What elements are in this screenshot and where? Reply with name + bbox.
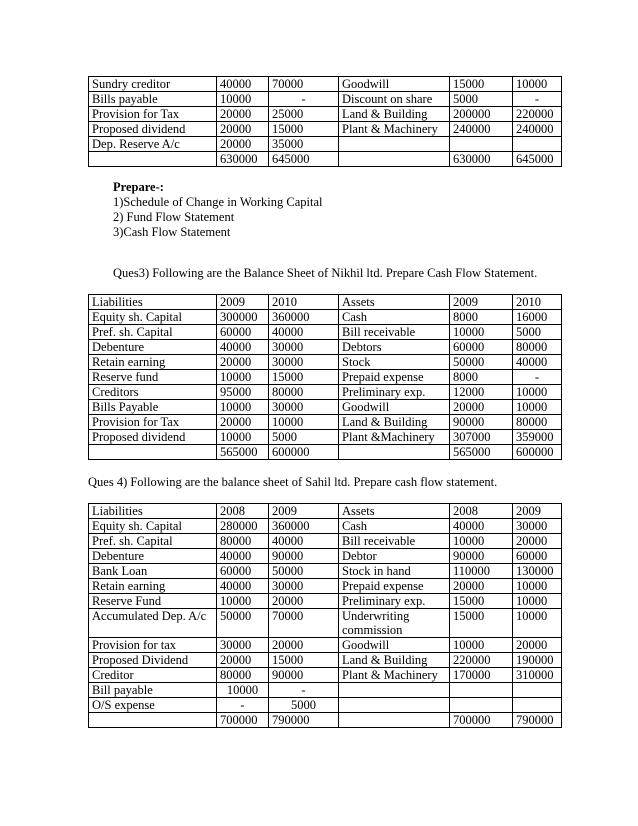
table-cell: Reserve fund	[89, 370, 217, 385]
table-cell	[89, 445, 217, 460]
table-cell: 70000	[269, 609, 339, 638]
table-cell: 30000	[269, 340, 339, 355]
table-cell: Proposed dividend	[89, 122, 217, 137]
table-cell: 2009	[450, 295, 513, 310]
table-cell	[89, 152, 217, 167]
table-row	[89, 137, 562, 152]
table-row	[89, 355, 562, 370]
table-cell: 40000	[513, 355, 562, 370]
table-cell: 565000	[217, 445, 269, 460]
table-cell: Prepaid expense	[339, 370, 450, 385]
table-cell: 30000	[269, 400, 339, 415]
table-cell: 790000	[269, 713, 339, 728]
table-cell: 10000	[513, 77, 562, 92]
table-cell: Plant & Machinery	[339, 668, 450, 683]
prepare-item-3: 3)Cash Flow Statement	[113, 225, 231, 239]
table-cell: 12000	[450, 385, 513, 400]
table-cell: 50000	[217, 609, 269, 638]
table-cell: Retain earning	[89, 579, 217, 594]
table-cell: Bill receivable	[339, 534, 450, 549]
balance-sheet-table-1	[88, 76, 562, 167]
table-cell: 170000	[450, 668, 513, 683]
table-row	[89, 310, 562, 325]
table-cell: 10000	[217, 430, 269, 445]
table-cell: Proposed Dividend	[89, 653, 217, 668]
table-cell: 15000	[269, 370, 339, 385]
table-cell: Stock	[339, 355, 450, 370]
table-cell: 15000	[269, 653, 339, 668]
table-cell: 359000	[513, 430, 562, 445]
table-cell: 600000	[513, 445, 562, 460]
table-cell: 10000	[513, 594, 562, 609]
ques4-text: Ques 4) Following are the balance sheet of Sahil ltd. Prepare cash flow statement.	[88, 475, 498, 489]
table-cell: 30000	[269, 579, 339, 594]
table-cell: 40000	[269, 534, 339, 549]
table-cell: 5000	[269, 698, 339, 713]
table-cell: 130000	[513, 564, 562, 579]
table-cell: 20000	[217, 107, 269, 122]
table-cell: 10000	[513, 385, 562, 400]
table-cell	[339, 445, 450, 460]
table-cell: 10000	[513, 400, 562, 415]
table-cell	[450, 137, 513, 152]
table-row	[89, 340, 562, 355]
table-cell: 30000	[513, 519, 562, 534]
table-cell: 20000	[513, 638, 562, 653]
table-cell: 645000	[269, 152, 339, 167]
table-cell: 90000	[269, 668, 339, 683]
table-cell: 20000	[217, 122, 269, 137]
table-cell: Preliminary exp.	[339, 385, 450, 400]
table-row	[89, 152, 562, 167]
table-cell: 2009	[513, 504, 562, 519]
table-cell: 2010	[269, 295, 339, 310]
table-cell: Debtor	[339, 549, 450, 564]
table-cell: -	[513, 370, 562, 385]
table-row	[89, 122, 562, 137]
table-cell: Bills payable	[89, 92, 217, 107]
table-cell	[513, 683, 562, 698]
table-cell: 310000	[513, 668, 562, 683]
table-cell: 60000	[513, 549, 562, 564]
table-row	[89, 594, 562, 609]
table-row	[89, 325, 562, 340]
table-cell	[450, 683, 513, 698]
table-cell: Bill receivable	[339, 325, 450, 340]
table-cell: -	[269, 92, 339, 107]
table-cell: 5000	[450, 92, 513, 107]
table-cell: 40000	[217, 77, 269, 92]
table-row	[89, 504, 562, 519]
table-cell: 35000	[269, 137, 339, 152]
table-cell: 630000	[217, 152, 269, 167]
table-cell: 80000	[513, 415, 562, 430]
table-cell: 10000	[513, 579, 562, 594]
table-cell: 5000	[513, 325, 562, 340]
table-cell: 10000	[450, 534, 513, 549]
table-cell: Land & Building	[339, 415, 450, 430]
table-cell: 80000	[217, 534, 269, 549]
table-cell: Cash	[339, 310, 450, 325]
table-cell: 90000	[269, 549, 339, 564]
table-cell: 60000	[450, 340, 513, 355]
table-cell: 80000	[269, 385, 339, 400]
table-cell: 20000	[269, 594, 339, 609]
table-cell: 20000	[217, 415, 269, 430]
table-cell: Creditors	[89, 385, 217, 400]
table-row	[89, 683, 562, 698]
table-cell: Plant & Machinery	[339, 122, 450, 137]
table-cell: 15000	[450, 77, 513, 92]
table-row	[89, 609, 562, 638]
table-row	[89, 107, 562, 122]
table-cell: 90000	[450, 549, 513, 564]
table-cell: 700000	[450, 713, 513, 728]
table-cell: 20000	[217, 653, 269, 668]
table-cell: Liabilities	[89, 504, 217, 519]
table-cell: 630000	[450, 152, 513, 167]
table-cell: Debenture	[89, 549, 217, 564]
table-cell: Pref. sh. Capital	[89, 325, 217, 340]
table-cell: Goodwill	[339, 638, 450, 653]
table-cell: 20000	[217, 355, 269, 370]
table-cell: -	[217, 698, 269, 713]
table-cell: -	[513, 92, 562, 107]
table-cell: 2008	[450, 504, 513, 519]
table-row	[89, 653, 562, 668]
table-cell: 10000	[217, 370, 269, 385]
table-row	[89, 295, 562, 310]
table-cell: Cash	[339, 519, 450, 534]
table-cell: 110000	[450, 564, 513, 579]
table-row	[89, 445, 562, 460]
table-cell: 20000	[513, 534, 562, 549]
table-row	[89, 77, 562, 92]
table-cell: 10000	[513, 609, 562, 638]
table-row	[89, 92, 562, 107]
table-cell: 2008	[217, 504, 269, 519]
table-cell: 10000	[217, 92, 269, 107]
table-cell: Bill payable	[89, 683, 217, 698]
table-cell: 40000	[217, 340, 269, 355]
table-cell: 565000	[450, 445, 513, 460]
table-cell	[513, 698, 562, 713]
table-cell	[339, 683, 450, 698]
table-cell: Bank Loan	[89, 564, 217, 579]
table-cell: 70000	[269, 77, 339, 92]
table-cell: 40000	[217, 549, 269, 564]
table-cell: Land & Building	[339, 653, 450, 668]
table-cell: Goodwill	[339, 77, 450, 92]
table-cell: 20000	[269, 638, 339, 653]
table-cell: 10000	[450, 325, 513, 340]
table-cell: 360000	[269, 519, 339, 534]
table-cell: Provision for tax	[89, 638, 217, 653]
table-cell: Plant &Machinery	[339, 430, 450, 445]
table-cell: Provision for Tax	[89, 107, 217, 122]
table-cell: 90000	[450, 415, 513, 430]
table-cell: Creditor	[89, 668, 217, 683]
table-cell: 20000	[450, 579, 513, 594]
prepare-heading: Prepare-:	[113, 180, 164, 194]
table-cell: 8000	[450, 310, 513, 325]
table-cell: 50000	[450, 355, 513, 370]
table-cell: 240000	[513, 122, 562, 137]
table-cell: 2009	[269, 504, 339, 519]
table-cell: Pref. sh. Capital	[89, 534, 217, 549]
table-row	[89, 400, 562, 415]
table-cell: 600000	[269, 445, 339, 460]
table-row	[89, 713, 562, 728]
table-cell: 16000	[513, 310, 562, 325]
table-cell: 50000	[269, 564, 339, 579]
table-cell: 10000	[217, 400, 269, 415]
table-cell: Equity sh. Capital	[89, 519, 217, 534]
table-cell: 10000	[269, 415, 339, 430]
table-row	[89, 370, 562, 385]
table-cell: Goodwill	[339, 400, 450, 415]
table-cell: Liabilities	[89, 295, 217, 310]
table-row	[89, 519, 562, 534]
table-cell: Debenture	[89, 340, 217, 355]
table-cell: 5000	[269, 430, 339, 445]
table-cell	[513, 137, 562, 152]
table-cell: Discount on share	[339, 92, 450, 107]
table-row	[89, 430, 562, 445]
table-cell: 220000	[513, 107, 562, 122]
table-cell: Dep. Reserve A/c	[89, 137, 217, 152]
table-cell: 40000	[217, 579, 269, 594]
table-cell: Prepaid expense	[339, 579, 450, 594]
table-cell: 95000	[217, 385, 269, 400]
table-cell: 200000	[450, 107, 513, 122]
table-row	[89, 638, 562, 653]
table-cell: 10000	[217, 683, 269, 698]
ques3-text: Ques3) Following are the Balance Sheet of Nikhil ltd. Prepare Cash Flow Statement.	[113, 266, 538, 280]
table-row	[89, 415, 562, 430]
table-cell: Debtors	[339, 340, 450, 355]
prepare-item-2: 2) Fund Flow Statement	[113, 210, 235, 224]
prepare-item-1: 1)Schedule of Change in Working Capital	[113, 195, 323, 209]
table-row	[89, 549, 562, 564]
table-cell: Sundry creditor	[89, 77, 217, 92]
table-cell	[339, 152, 450, 167]
table-cell: Assets	[339, 295, 450, 310]
table-cell: 60000	[217, 325, 269, 340]
table-cell: 60000	[217, 564, 269, 579]
table-cell: 25000	[269, 107, 339, 122]
table-cell: 80000	[513, 340, 562, 355]
table-cell: 300000	[217, 310, 269, 325]
table-cell: 220000	[450, 653, 513, 668]
table-row	[89, 564, 562, 579]
table-cell: 645000	[513, 152, 562, 167]
table-cell: 15000	[450, 594, 513, 609]
table-cell: 30000	[217, 638, 269, 653]
table-cell: 20000	[217, 137, 269, 152]
table-cell: 40000	[450, 519, 513, 534]
table-cell: 307000	[450, 430, 513, 445]
table-cell: 700000	[217, 713, 269, 728]
table-cell: Accumulated Dep. A/c	[89, 609, 217, 638]
table-row	[89, 698, 562, 713]
table-cell: 280000	[217, 519, 269, 534]
table-cell: 790000	[513, 713, 562, 728]
table-row	[89, 579, 562, 594]
table-cell	[339, 698, 450, 713]
table-cell: Retain earning	[89, 355, 217, 370]
table-cell	[339, 137, 450, 152]
table-cell: 190000	[513, 653, 562, 668]
table-cell: Provision for Tax	[89, 415, 217, 430]
table-cell: Assets	[339, 504, 450, 519]
table-cell: Preliminary exp.	[339, 594, 450, 609]
table-cell: Land & Building	[339, 107, 450, 122]
table-cell: 15000	[450, 609, 513, 638]
table-cell: Equity sh. Capital	[89, 310, 217, 325]
table-cell: Reserve Fund	[89, 594, 217, 609]
table-cell: 40000	[269, 325, 339, 340]
table-cell: Bills Payable	[89, 400, 217, 415]
table-cell	[89, 713, 217, 728]
table-cell: 360000	[269, 310, 339, 325]
table-cell: O/S expense	[89, 698, 217, 713]
table-cell: Proposed dividend	[89, 430, 217, 445]
table-cell: 10000	[450, 638, 513, 653]
table-cell: 8000	[450, 370, 513, 385]
balance-sheet-table-sahil	[88, 503, 562, 728]
table-cell: Stock in hand	[339, 564, 450, 579]
table-row	[89, 385, 562, 400]
table-cell	[339, 713, 450, 728]
balance-sheet-table-nikhil	[88, 294, 562, 460]
table-cell: 30000	[269, 355, 339, 370]
table-cell: 2010	[513, 295, 562, 310]
table-cell	[450, 698, 513, 713]
table-cell: -	[269, 683, 339, 698]
table-cell: 20000	[450, 400, 513, 415]
table-row	[89, 534, 562, 549]
table-cell: 10000	[217, 594, 269, 609]
table-row	[89, 668, 562, 683]
table-cell: Underwriting commission	[339, 609, 450, 638]
table-cell: 15000	[269, 122, 339, 137]
table-cell: 240000	[450, 122, 513, 137]
table-cell: 80000	[217, 668, 269, 683]
table-cell: 2009	[217, 295, 269, 310]
